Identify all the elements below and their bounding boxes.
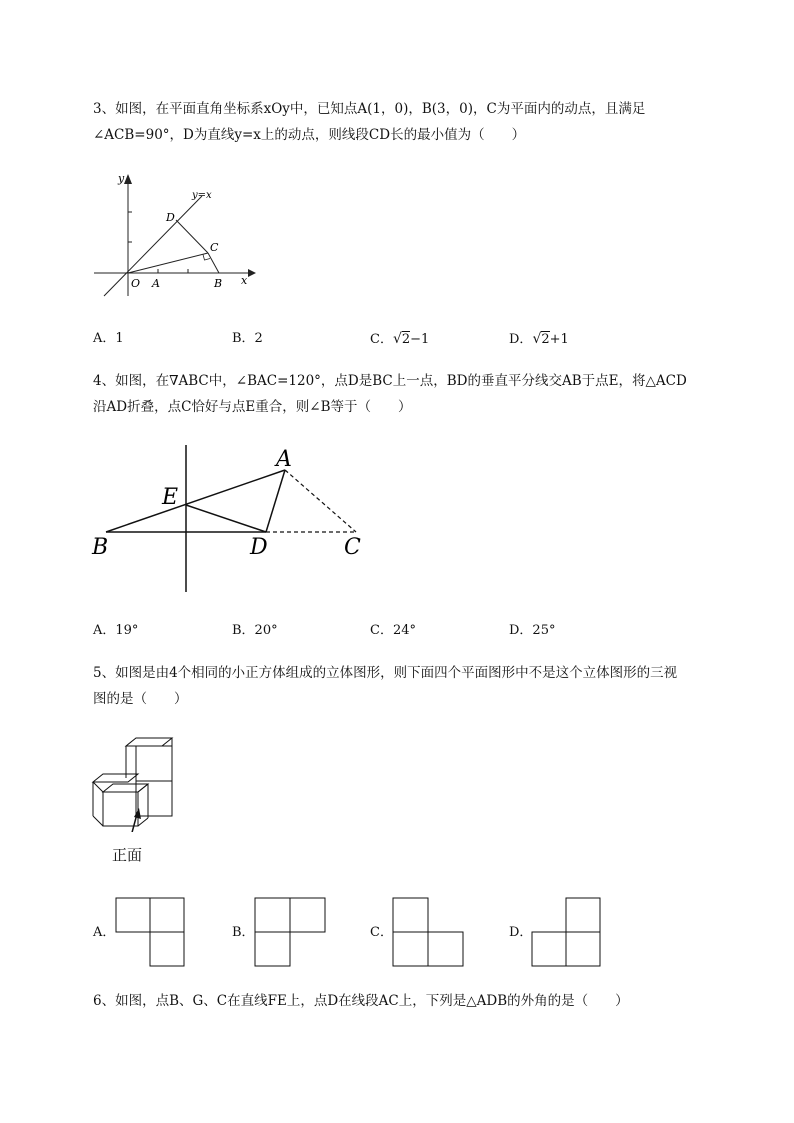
q3-label-y: y xyxy=(118,172,125,185)
q5-text-line1: 5、如图是由4个相同的小正方体组成的立体图形，则下面四个平面图形中不是这个立体图形的三视 xyxy=(93,665,678,681)
q3-label-D: D xyxy=(166,211,175,224)
q4-option-c: C．24° xyxy=(370,623,416,638)
q3-option-a: A．1 xyxy=(93,331,124,346)
q4-label-A: A xyxy=(276,447,292,472)
q3-label-O: O xyxy=(131,277,141,290)
q4-triangle-figure xyxy=(88,440,378,600)
q3-label-C: C xyxy=(210,241,219,254)
q5-option-a-label: A． xyxy=(93,925,116,940)
q3-text-line2: ∠ACB=90°，D为直线y=x上的动点，则线段CD长的最小值为（ ） xyxy=(93,127,526,143)
q3-coordinate-figure xyxy=(90,168,260,298)
q5-text-line2: 图的是（ ） xyxy=(93,691,188,707)
q5-option-d-shape xyxy=(530,896,602,968)
q4-option-b: B．20° xyxy=(232,623,278,638)
q5-option-c-label: C． xyxy=(370,925,393,940)
q5-cube-figure xyxy=(90,732,190,832)
q6-text-line1: 6、如图，点B、G、C在直线FE上，点D在线段AC上，下列是△ADB的外角的是（ ） xyxy=(93,993,629,1009)
q4-option-d: D．25° xyxy=(509,623,556,638)
q4-label-B: B xyxy=(92,535,109,560)
q3-label-yx: y=x xyxy=(192,190,212,201)
q3-option-b: B．2 xyxy=(232,331,263,346)
q5-option-c-shape xyxy=(391,896,465,968)
q3-label-x: x xyxy=(241,274,248,287)
q5-option-a-shape xyxy=(114,896,186,968)
q3-option-d: D．√2+1 xyxy=(509,331,569,347)
q3-option-c: C．√2−1 xyxy=(370,331,430,347)
q4-label-E: E xyxy=(162,485,179,510)
q3-text-line1: 3、如图，在平面直角坐标系xOy中，已知点A(1，0)，B(3，0)，C为平面内的动点，且满足 xyxy=(93,101,646,117)
q4-text-line1: 4、如图，在∇ABC中，∠BAC=120°，点D是BC上一点，BD的垂直平分线交AB于点E，将△ACD xyxy=(93,373,687,389)
q3-label-B: B xyxy=(214,277,223,290)
q4-label-D: D xyxy=(250,535,268,560)
q5-option-b-label: B． xyxy=(232,925,255,940)
q4-text-line2: 沿AD折叠，点C恰好与点E重合，则∠B等于（ ） xyxy=(93,399,412,415)
q4-option-a: A．19° xyxy=(93,623,139,638)
q5-front-label: 正面 xyxy=(112,846,143,864)
q5-option-d-label: D． xyxy=(509,925,533,940)
q5-option-b-shape xyxy=(253,896,327,968)
q3-label-A: A xyxy=(152,277,160,290)
q4-label-C: C xyxy=(344,535,361,560)
